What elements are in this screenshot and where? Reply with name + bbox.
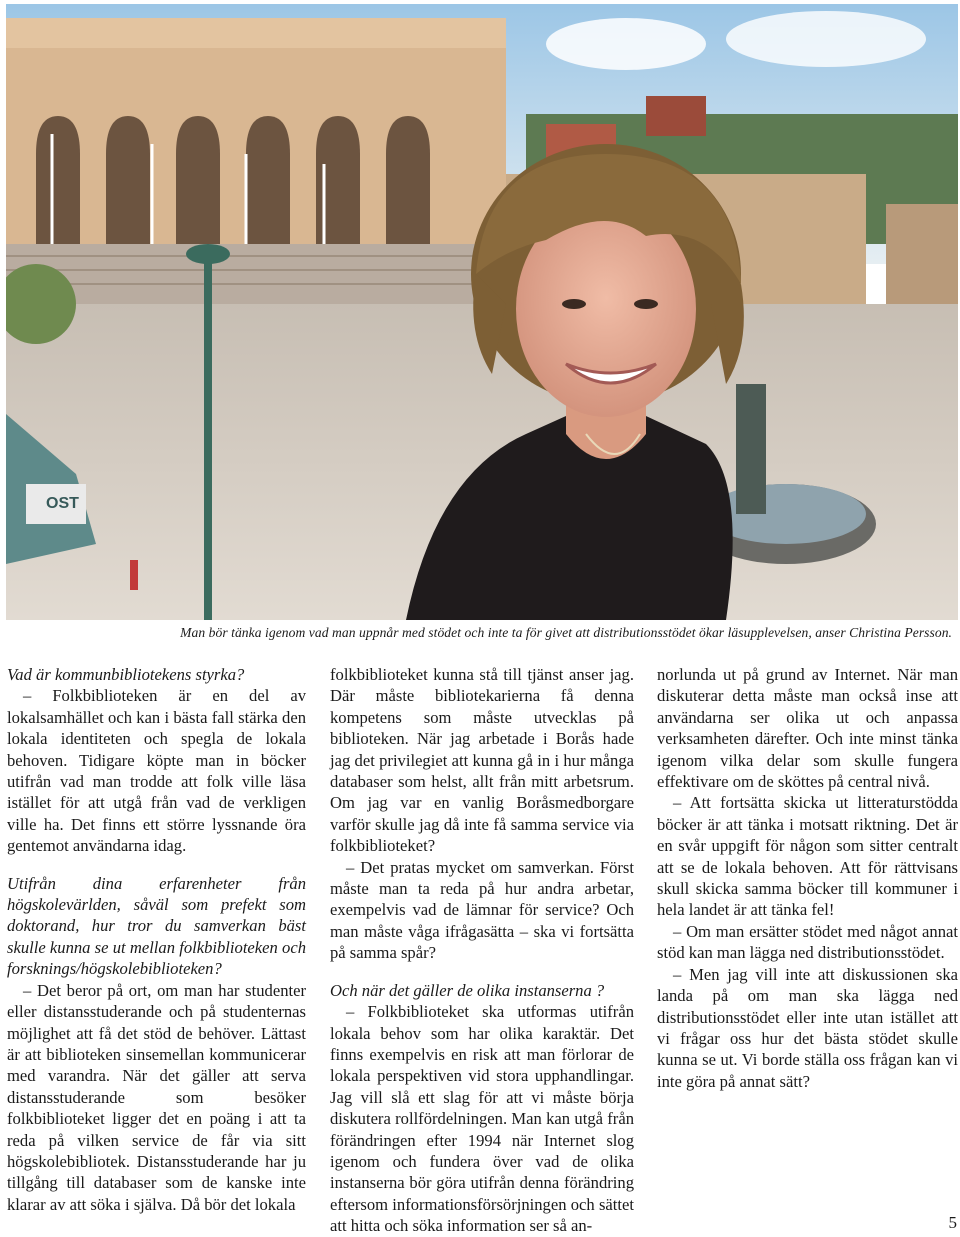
interview-answer: – Folkbiblioteken är en del av lokalsamhället och kan i bästa fall stärka den lokala identiteten och spegla de lokala behoven. Tidigare köpte man in böcker utifrån vad man trodde att folk ville läsa istället för att utgå från vad de verkligen ville ha. Det finns ett större lyssnande öra gentemot användarna idag. bbox=[7, 686, 306, 856]
interview-answer: – Folkbiblioteket ska utformas utifrån lokala behov som har olika karaktär. Det finns exempelvis en risk att man förlorar de lokala perspektiven vid stora upphandlingar. Jag vill slå ett slag för att vi måste börja diskutera rollfördelningen. Man kan utgå från förändringen efter 1994 när Internet slog igenom och fundera över vad de olika instanserna bör göra utifrån denna förändring eftersom informationsförsörjningen och sättet att hitta och söka information ser så an- bbox=[330, 1002, 634, 1236]
interview-answer: – Det pratas mycket om samverkan. Först måste man ta reda på hur andra arbetar, exempelvis vad de lämnar för service? Och man måste våga ifrågasätta – ska vi fortsätta på samma spår? bbox=[330, 857, 634, 963]
interview-answer: – Om man ersätter stödet med något annat stöd kan man lägga ned distributionsstödet. bbox=[657, 921, 958, 963]
page-number: 5 bbox=[948, 1213, 957, 1232]
interview-answer: norlunda ut på grund av Internet. När man diskuterar detta måste man också inse att användarna ser olika ut och anpassa verksamheten därefter. Och inte minst tänka igenom vilka delar som skulle fungera effektivare om de sköttes på central nivå. bbox=[657, 665, 958, 792]
interview-answer: – Att fortsätta skicka ut litteraturstödda böcker är att tänka i motsatt riktning. Det är en svår uppgift för någon som sitter centralt att se de lokala behoven. Att för rättvisans skull skicka samma böcker till kommuner i hela landet är att tänka fel! bbox=[657, 793, 958, 920]
portrait-photo bbox=[6, 4, 958, 620]
text-column-3 bbox=[657, 664, 958, 1092]
photo-caption: Man bör tänka igenom vad man uppnår med stödet och inte ta för givet att distributionsstödet ökar läsupplevelsen, anser Christina Persson. bbox=[180, 625, 952, 640]
photo-illustration bbox=[6, 4, 958, 620]
text-column-2 bbox=[330, 664, 634, 1237]
text-column-1 bbox=[7, 664, 306, 1215]
interview-answer: – Men jag vill inte att diskussionen ska landa på om man ska lägga ned distributionsstödet eller inte utan istället att vi frågar oss hur det bästa stödet skulle kunna se ut. Vi borde ställa oss frågan kan vi inte göra på annat sätt? bbox=[657, 964, 958, 1091]
interview-question: Utifrån dina erfarenheter från högskolevärlden, såväl som prefekt som doktorand, hur tror du samverkan bäst skulle kunna se ut mellan folkbiblioteken och forsknings/högskolebiblioteken? bbox=[7, 873, 306, 979]
interview-answer: – Det beror på ort, om man har studenter eller distansstuderande och på studenternas möjlighet att få det stöd de behöver. Lättast är att biblioteken sinsemellan kommunicerar med varandra. När det gäller att serva distansstuderande som besöker folkbiblioteket ligger det en poäng i att ta reda på vilken service de får via sitt högskolebibliotek. Distansstuderande har ju tillgång till databaser som de kanske inte klarar av att söka i själva. Då bör det lokala bbox=[7, 980, 306, 1214]
interview-question: Och när det gäller de olika instanserna ? bbox=[330, 980, 605, 1000]
interview-answer: folkbiblioteket kunna stå till tjänst anser jag. Där måste bibliotekarierna få denna kompetens som måste utvecklas på biblioteken. När jag arbetade i Borås hade jag det privilegiet att kunna gå in i hur många databaser som helst, allt från mitt arbetsrum. Om jag var en vanlig Boråsmedborgare varför skulle jag då inte få samma service via folkbiblioteket? bbox=[330, 665, 634, 856]
interview-question: Vad är kommunbibliotekens styrka? bbox=[7, 665, 245, 684]
building-sign: OST bbox=[46, 495, 79, 512]
